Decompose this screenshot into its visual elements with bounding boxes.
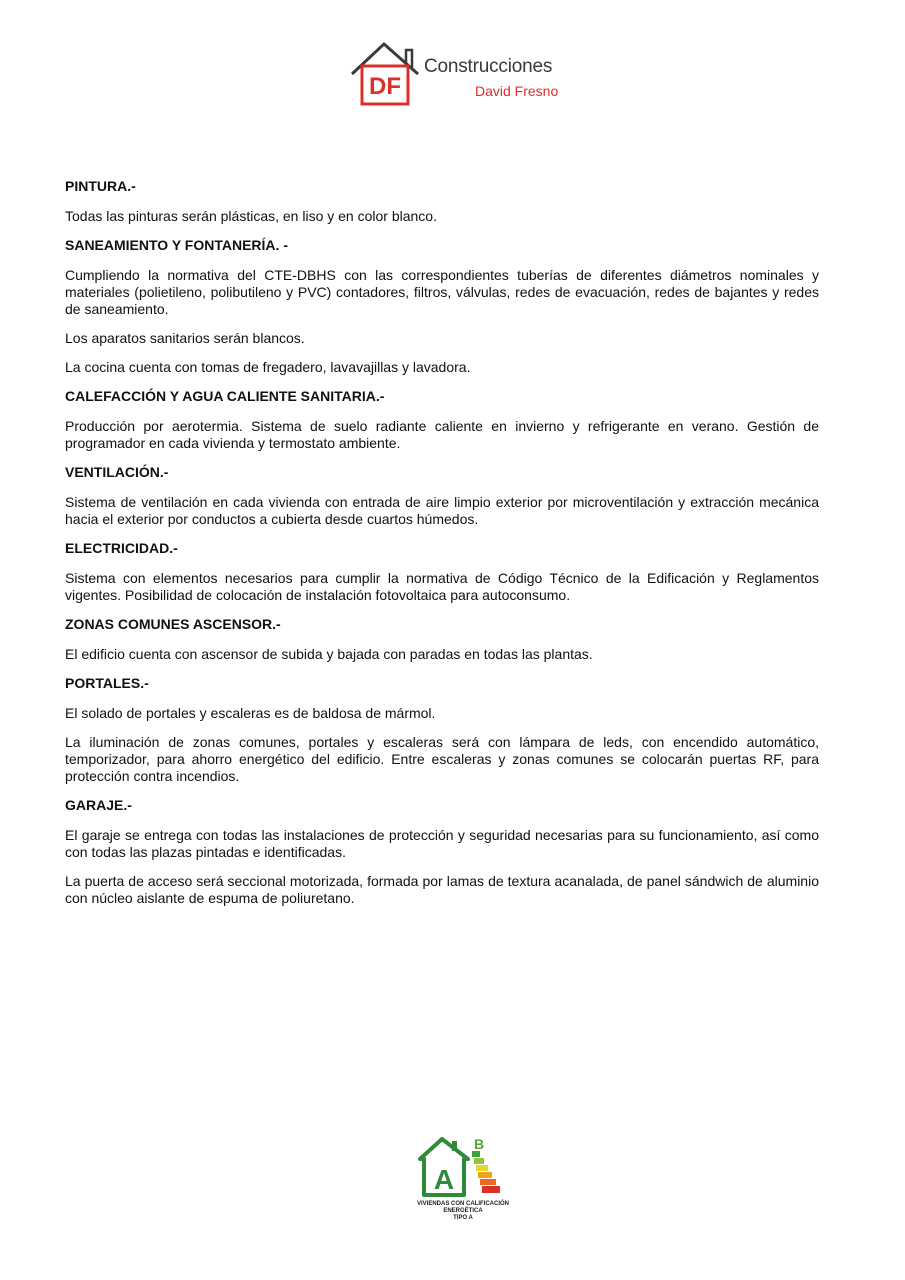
specifications-body bbox=[65, 178, 819, 919]
section-calefaccion bbox=[65, 388, 819, 452]
caption-line: TIPO A bbox=[453, 1215, 473, 1221]
paragraph: Sistema con elementos necesarios para cumplir la normativa de Código Técnico de la Edificación y Reglamentos vigentes. Posibilidad de colocación de instalación fotovoltaica para autoconsumo. bbox=[65, 570, 819, 603]
brand-owner: David Fresno bbox=[475, 83, 559, 99]
section-ventilacion bbox=[65, 464, 819, 528]
section-title: ZONAS COMUNES ASCENSOR.- bbox=[65, 616, 281, 632]
section-title: CALEFACCIÓN Y AGUA CALIENTE SANITARIA.- bbox=[65, 388, 385, 404]
caption-line: VIVIENDAS CON CALIFICACIÓN bbox=[416, 1201, 509, 1207]
section-pintura bbox=[65, 178, 819, 225]
paragraph: Los aparatos sanitarios serán blancos. bbox=[65, 330, 305, 346]
paragraph: Cumpliendo la normativa del CTE-DBHS con las correspondientes tuberías de diferentes diámetros nominales y materiales (polietileno, polibutileno y PVC) contadores, filtros, válvulas, redes de evacuación, redes de bajantes y redes de saneamiento. bbox=[65, 267, 819, 317]
energy-house-icon bbox=[408, 1135, 518, 1201]
paragraph: Producción por aerotermia. Sistema de suelo radiante caliente en invierno y refrigerante en verano. Gestión de programador en cada vivienda y termostato ambiente. bbox=[65, 418, 819, 451]
house-logo-icon bbox=[350, 40, 430, 110]
logo-letters: DF bbox=[369, 73, 401, 100]
paragraph: La iluminación de zonas comunes, portales y escaleras será con lámpara de leds, con encendido automático, temporizador, para ahorro energético del edificio. Entre escaleras y zonas comunes se colocarán puertas RF, para protección contra incendios. bbox=[65, 734, 819, 784]
section-electricidad bbox=[65, 540, 819, 604]
section-ascensor bbox=[65, 616, 819, 663]
section-title: ELECTRICIDAD.- bbox=[65, 540, 178, 556]
section-portales bbox=[65, 675, 819, 785]
section-title: VENTILACIÓN.- bbox=[65, 464, 169, 480]
section-saneamiento bbox=[65, 237, 819, 376]
section-title: SANEAMIENTO Y FONTANERÍA. - bbox=[65, 237, 288, 253]
energy-caption bbox=[408, 1201, 518, 1222]
section-garaje bbox=[65, 797, 819, 907]
paragraph: Sistema de ventilación en cada vivienda con entrada de aire limpio exterior por microventilación y extracción mecánica hacia el exterior por conductos a cubierta desde cuartos húmedos. bbox=[65, 494, 819, 527]
paragraph: La cocina cuenta con tomas de fregadero, lavavajillas y lavadora. bbox=[65, 359, 471, 375]
caption-line: ENERGÉTICA bbox=[443, 1208, 483, 1214]
section-title: PORTALES.- bbox=[65, 675, 149, 691]
company-logo bbox=[350, 40, 580, 112]
section-title: PINTURA.- bbox=[65, 178, 136, 194]
paragraph: El garaje se entrega con todas las instalaciones de protección y seguridad necesarias para su funcionamiento, así como con todas las plazas pintadas e identificadas. bbox=[65, 827, 819, 860]
energy-rating-badge bbox=[408, 1135, 518, 1235]
brand-name: Construcciones bbox=[424, 56, 553, 77]
paragraph: La puerta de acceso será seccional motorizada, formada por lamas de textura acanalada, de panel sándwich de aluminio con núcleo aislante de espuma de poliuretano. bbox=[65, 873, 819, 906]
section-title: GARAJE.- bbox=[65, 797, 132, 813]
energy-letter-b: B bbox=[474, 1136, 485, 1152]
paragraph: El edificio cuenta con ascensor de subida y bajada con paradas en todas las plantas. bbox=[65, 646, 593, 662]
paragraph: Todas las pinturas serán plásticas, en liso y en color blanco. bbox=[65, 208, 437, 224]
energy-letter-a: A bbox=[433, 1164, 455, 1195]
paragraph: El solado de portales y escaleras es de baldosa de mármol. bbox=[65, 705, 436, 721]
